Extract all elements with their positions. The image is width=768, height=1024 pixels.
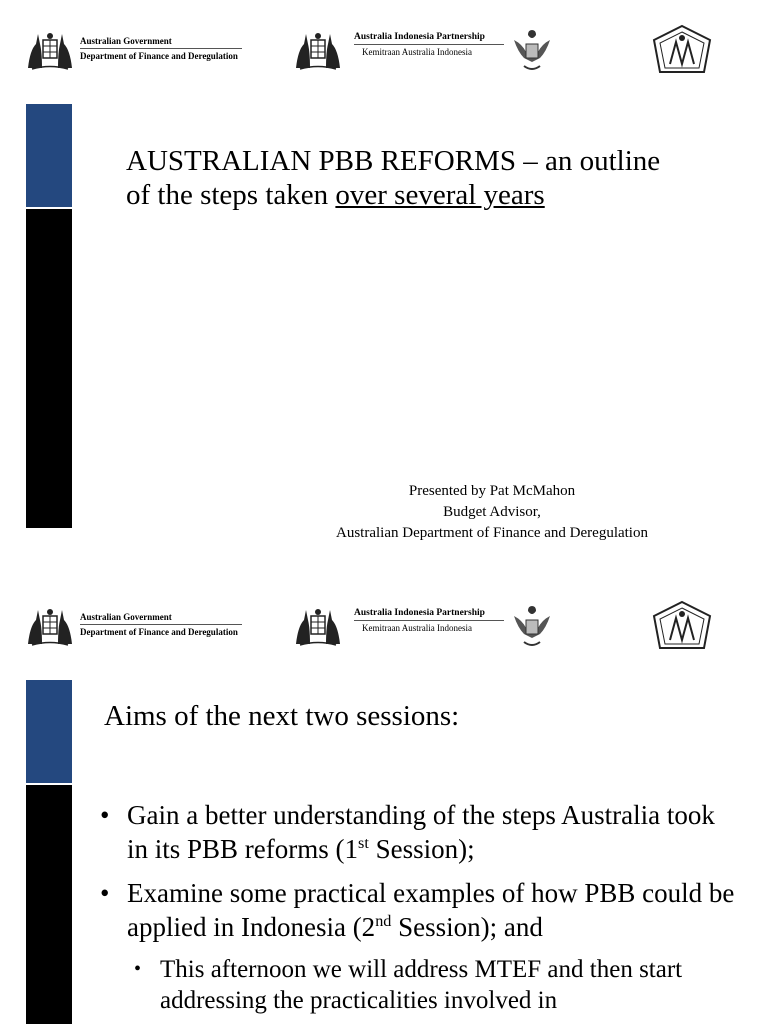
gov-divider-2 (80, 624, 242, 625)
presenter-name: Presented by Pat McMahon (408, 483, 576, 499)
slide-2-heading: Aims of the next two sessions: (104, 700, 460, 732)
gov-title-2: Australian Government (80, 612, 172, 622)
slide-2 (0, 576, 768, 1024)
ministry-of-finance-emblem-icon (650, 24, 714, 76)
presenter-info (296, 481, 688, 544)
partnership-divider (354, 44, 504, 45)
gov-title: Australian Government (80, 36, 172, 46)
bullet-item-2 (100, 876, 740, 944)
accent-bar-black (26, 209, 72, 528)
bullet-dot-icon: • (100, 800, 110, 830)
sub-bullet-text: This afternoon we will address MTEF and then start addressing the practicalities involved in (160, 956, 683, 1014)
australia-indonesia-partnership-logo (354, 32, 504, 57)
partnership-subtitle: Kemitraan Australia Indonesia (362, 47, 472, 57)
australian-coat-of-arms-icon-2 (292, 28, 344, 72)
bullet-2-sup: nd (375, 912, 392, 930)
bullet-item-1 (100, 798, 740, 866)
partnership-divider-2 (354, 620, 504, 621)
title-text: AUSTRALIAN PBB REFORMS – an outline of the steps taken (126, 145, 661, 211)
title-underlined-text: over several years (335, 179, 545, 211)
bullet-2-text: Examine some practical examples of how PBB could be applied in Indonesia (2 (127, 878, 735, 942)
logo-bar (0, 22, 768, 78)
partnership-subtitle-2: Kemitraan Australia Indonesia (362, 623, 472, 633)
accent-bar-blue-2 (26, 680, 72, 783)
logo-bar-2 (0, 598, 768, 654)
partnership-title-2: Australia Indonesia Partnership (354, 608, 485, 618)
presenter-department: Australian Department of Finance and Deregulation (336, 525, 648, 541)
bullet-list (100, 798, 740, 1016)
sub-bullet-item (100, 954, 740, 1016)
bullet-1-sup: st (358, 834, 369, 852)
gov-department: Department of Finance and Deregulation (80, 51, 238, 61)
australian-coat-of-arms-icon-3 (24, 604, 76, 648)
australian-coat-of-arms-icon (24, 28, 76, 72)
presenter-role: Budget Advisor, (443, 504, 541, 520)
accent-bar-black-2 (26, 785, 72, 1024)
ministry-of-finance-emblem-icon-2 (650, 600, 714, 652)
bullet-1-end: Session); (368, 834, 475, 864)
bullet-dot-icon-2: • (100, 878, 110, 908)
australian-coat-of-arms-icon-4 (292, 604, 344, 648)
australian-government-logo (80, 36, 242, 61)
accent-bar-blue (26, 104, 72, 207)
gov-department-2: Department of Finance and Deregulation (80, 627, 238, 637)
garuda-emblem-icon (510, 26, 554, 74)
gov-divider (80, 48, 242, 49)
sub-bullet-dot-icon: • (134, 958, 142, 980)
garuda-emblem-icon-2 (510, 602, 554, 650)
australia-indonesia-partnership-logo-2 (354, 608, 504, 633)
bullet-1-text: Gain a better understanding of the steps Australia took in its PBB reforms (1 (127, 800, 715, 864)
australian-government-logo-2 (80, 612, 242, 637)
slide-title (126, 144, 686, 212)
bullet-2-end: Session); and (391, 912, 543, 942)
partnership-title: Australia Indonesia Partnership (354, 32, 485, 42)
